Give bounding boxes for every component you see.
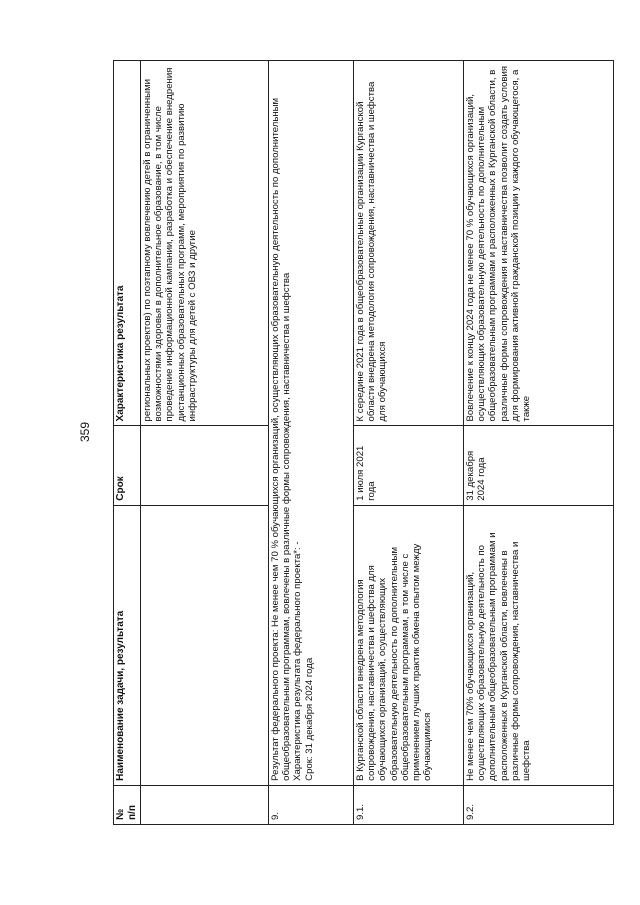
rotated-table-wrapper	[113, 60, 608, 825]
table-row	[268, 61, 353, 825]
header-term: Срок	[114, 426, 141, 505]
header-task: Наименование задачи, результата	[114, 505, 141, 785]
table-header-row	[114, 61, 141, 825]
table-row	[353, 61, 463, 825]
row-term: 1 июля 2021 года	[353, 426, 463, 505]
row-task: В Курганской области внедрена методология сопровождения, наставничества и шефства для обучающихся организаций, осуществляющих образовательную деятельность по дополнительным общеобразовательным программам, в том числе с применением лучших практик обмена опытом между обучающимися	[353, 505, 463, 785]
row-number: 9.2.	[463, 785, 613, 824]
page-number: 359	[78, 421, 92, 442]
table-row	[463, 61, 613, 825]
row-characteristic: К середине 2021 года в общеобразовательные организации Курганской области внедрена методология сопровождения, наставничества и шефства для обучающихся	[353, 61, 463, 426]
federal-result-merged-cell: Результат федерального проекта: Не менее чем 70 % обучающихся организаций, осуществляющих образовательную деятельность по дополнительным общеобразовательным программам, вовлечены в различные формы сопровождения, наставничества и шефства Характеристика результата федерального проекта*: - Срок: 31 декабря 2024 года	[268, 61, 353, 786]
row-term: 31 декабря 2024 года	[463, 426, 613, 505]
row-characteristic: Вовлечение к концу 2024 года не менее 70 % обучающихся организаций, осуществляющих образовательную деятельность по дополнительным общеобразовательным программам и расположенных в Курганской области, в различные формы сопровождения и наставничества позволит создать условия для формирования активной гражданской позиции у каждого обучающегося, а также	[463, 61, 613, 426]
row-number	[140, 785, 268, 824]
row-task: Не менее чем 70% обучающихся организаций, осуществляющих образовательную деятельность по дополнительным общеобразовательным программам и расположенных в Курганской области, вовлечены в различные формы сопровождения, наставничества и шефства	[463, 505, 613, 785]
row-number: 9.	[268, 785, 353, 824]
row-characteristic: региональных проектов) по поэтапному вовлечению детей в ограниченными возможностями здоровья в дополнительное образование, в том числе проведение информационной кампании, разработка и обеспечение внедрения дистанционных образовательных программ, мероприятия по развитию инфраструктуры для детей с ОВЗ и другие	[140, 61, 268, 426]
header-characteristic: Характеристика результата	[114, 61, 141, 426]
row-task	[140, 505, 268, 785]
project-tasks-table	[113, 60, 614, 825]
table-row	[140, 61, 268, 825]
header-number: № п/п	[114, 785, 141, 824]
row-term	[140, 426, 268, 505]
row-number: 9.1.	[353, 785, 463, 824]
